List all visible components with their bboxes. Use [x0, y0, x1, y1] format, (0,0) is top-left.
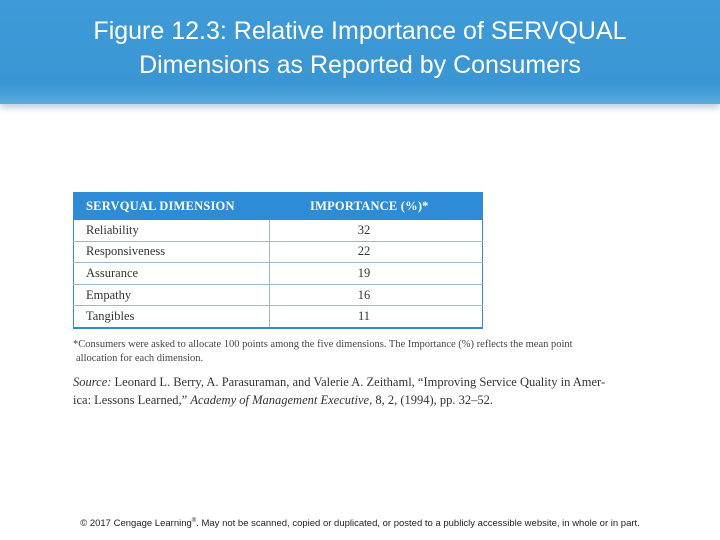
cell-importance: 22 — [270, 241, 483, 263]
header-servqual-dimension: SERVQUAL DIMENSION — [74, 193, 270, 220]
cell-importance: 11 — [270, 306, 483, 328]
title-banner — [0, 0, 720, 104]
footnote-line-2: allocation for each dimension. — [76, 353, 204, 364]
cell-dimension: Responsiveness — [74, 241, 270, 263]
source-line-2: ica: Lessons Learned,” — [73, 393, 191, 407]
table-row — [74, 241, 483, 263]
table-row — [74, 220, 483, 242]
source-label: Source: — [73, 375, 112, 389]
footnote-line-1: *Consumers were asked to allocate 100 points among the five dimensions. The Importance (%) reflects the mean point — [73, 339, 573, 350]
cell-dimension: Empathy — [74, 284, 270, 306]
table-header-row — [74, 193, 483, 220]
source-citation — [73, 373, 669, 409]
servqual-table — [73, 192, 483, 329]
slide-title-line-2: Dimensions as Reported by Consumers — [139, 51, 581, 79]
cell-importance: 32 — [270, 220, 483, 242]
registered-mark: ® — [191, 518, 197, 524]
header-importance: IMPORTANCE (%)* — [270, 193, 483, 220]
copyright-notice — [0, 518, 720, 529]
slide-title-line-1: Figure 12.3: Relative Importance of SERVQUAL — [93, 17, 627, 45]
copyright-prefix: © 2017 Cengage Learning — [80, 518, 192, 530]
table-footnote — [73, 338, 633, 366]
cell-dimension: Assurance — [74, 263, 270, 285]
slide-title — [0, 14, 720, 82]
cell-importance: 16 — [270, 284, 483, 306]
cell-dimension: Tangibles — [74, 306, 270, 328]
figure-panel — [66, 184, 670, 412]
cell-importance: 19 — [270, 263, 483, 285]
cell-dimension: Reliability — [74, 220, 270, 242]
source-authors: Leonard L. Berry, A. Parasuraman, and Valerie A. Zeithaml, “Improving Service Quality in Amer- — [111, 375, 606, 389]
table-row — [74, 263, 483, 285]
table-row — [74, 306, 483, 328]
copyright-suffix: . May not be scanned, copied or duplicated, or posted to a publicly accessible website, in whole or in part. — [196, 518, 640, 530]
table-row — [74, 284, 483, 306]
source-journal: Academy of Management Executive — [190, 393, 370, 407]
source-citation-details: , 8, 2, (1994), pp. 32–52. — [369, 393, 494, 407]
